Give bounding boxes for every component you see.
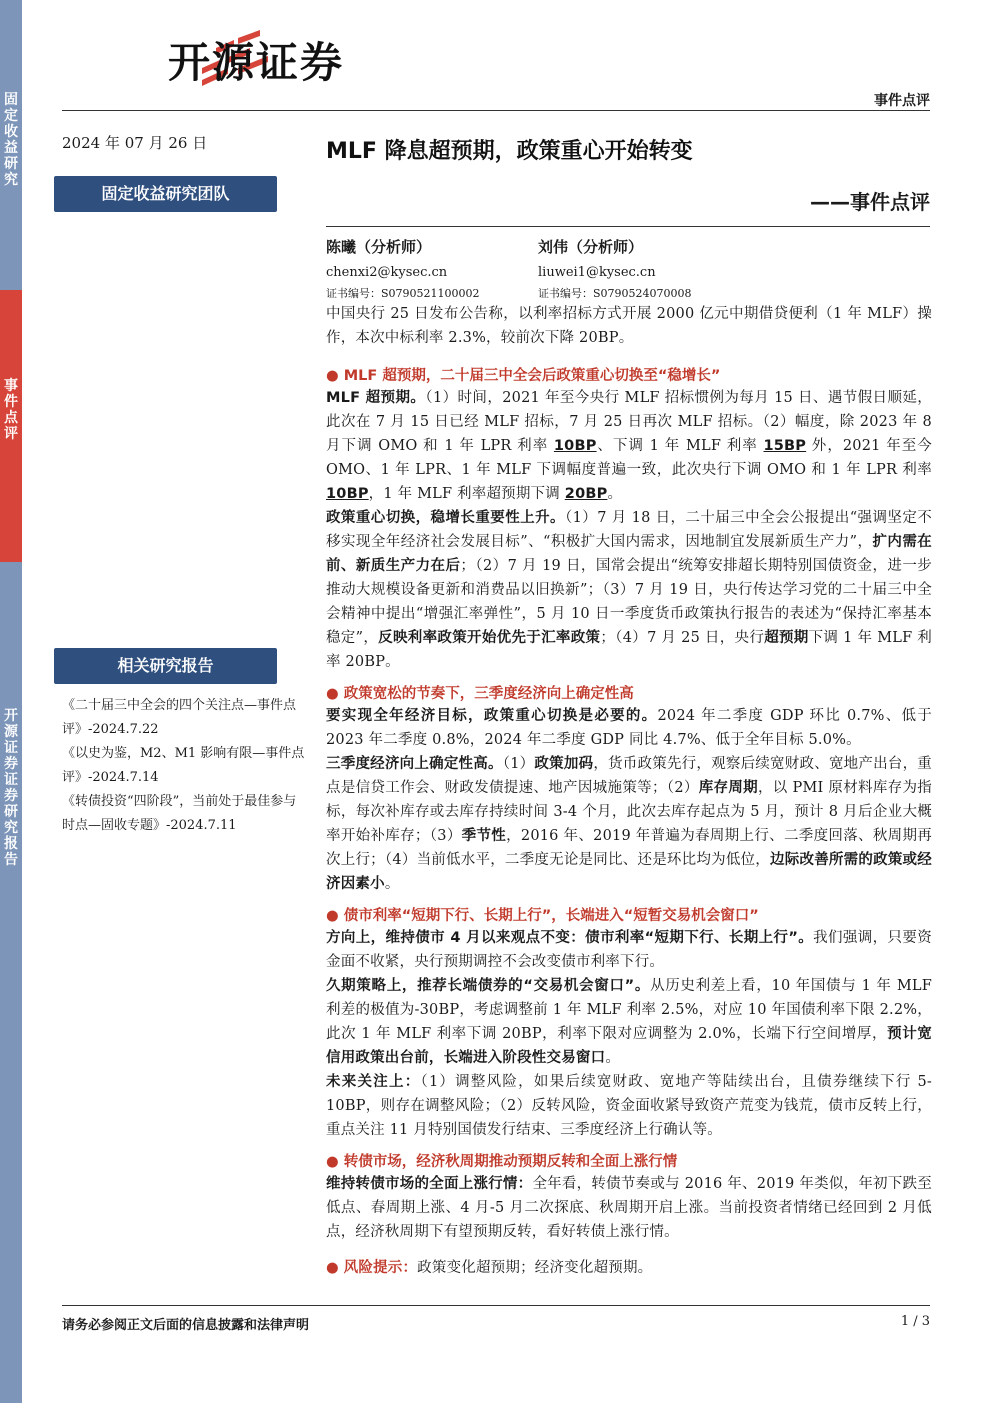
title-divider [326,226,930,227]
intro-paragraph [326,302,932,350]
related-report-link[interactable]: 《以史为鉴，M2、M1 影响有限—事件点评》-2024.7.14 [62,746,305,785]
side-strip-bottom [0,562,22,1403]
para-lead: 三季度经济向上确定性高。 [326,756,503,772]
para-lead: 维持转债市场的全面上涨行情： [326,1176,533,1192]
para-text: ，货币政策先行，观察后续宽财政、宽地产出台，重点是信贷工作会、财政发债提速、地产因城施策等；（2） [326,756,932,796]
risk-text: 政策变化超预期；经济变化超预期。 [417,1260,653,1276]
para-text: ；（4）7 月 25 日，央行 [600,630,765,646]
para-text: 。 [607,486,623,502]
para-text: （1）时间，2021 年至今央行 MLF 招标惯例为每月 15 日、遇节假日顺延，此次在 7 月 15 日已经 MLF 招标，7 月 25 日再次 MLF 招标。（2）幅度，除 2023 年 8 月下调 OMO 和 1 年 LPR 利率 [326,390,932,454]
para-text: 下调 1 年 MLF 利率 20BP。 [326,630,933,670]
para-emph: 预计宽信用政策出台前，长端进入阶段性交易窗口 [326,1026,932,1066]
header-tag: 事件点评 [874,93,930,109]
paragraph [326,926,932,974]
para-text: 外，2021 年至今 OMO、1 年 LPR、1 年 MLF 下调幅度普遍一致，此次央行下调 OMO 和 1 年 LPR 利率 [326,438,933,478]
paragraph [326,752,932,896]
analyst-card [538,236,692,301]
section-body [326,704,932,896]
bullet-icon: ● [326,1154,339,1170]
para-text: ，以 PMI 原材料库存为指标，每次补库存或去库存持续时间 3-4 个月，此次去库存起点为 5 月，预计 8 月后企业大概率开始补库存；（3） [326,780,932,844]
analyst-name: 刘伟（分析师） [538,238,644,256]
analyst-email[interactable]: chenxi2@kysec.cn [326,265,448,280]
side-label-mid: 事件点评 [4,378,18,442]
para-text: 全年看，转债节奏或与 2016 年、2019 年类似，年初下跌至低点、春周期上涨、4 月-5 月二次探底、秋周期开启上涨。当前投资者情绪已经回到 2 月低点，经济秋周期下有望预期反转，看好转债上涨行情。 [326,1176,932,1240]
para-text: 2024 年二季度 GDP 环比 0.7%、低于 2023 年二季度 0.8%，2024 年二季度 GDP 同比 4.7%、低于全年目标 5.0%。 [326,708,932,748]
para-text: ，1 年 MLF 利率超预期下调 [368,486,565,502]
para-emph: 库存周期 [698,780,758,796]
team-label: 固定收益研究团队 [54,176,277,212]
para-text: 。 [605,1050,621,1066]
para-lead: 政策重心切换，稳增长重要性上升。 [326,510,565,526]
para-lead: MLF 超预期。 [326,390,426,406]
risk-label: 风险提示： [343,1260,418,1276]
side-label-bottom: 开源证券 证券研究报告 [4,708,18,868]
para-emph: 政策加码 [534,756,594,772]
section-body [326,926,932,1142]
section-body [326,386,932,674]
para-emph: 反映利率政策开始优先于汇率政策 [378,630,601,646]
highlight-value: 10BP [553,438,597,454]
logo-text: 开源证券 [168,38,345,87]
report-subtitle: ——事件点评 [810,190,930,214]
para-lead: 未来关注上： [326,1074,421,1090]
highlight-value: 20BP [564,486,608,502]
bullet-icon: ● [326,1260,339,1276]
para-emph: 季节性 [461,828,507,844]
report-title: MLF 降息超预期，政策重心开始转变 [326,139,693,164]
bullet-icon: ● [326,368,339,384]
para-text: 、下调 1 年 MLF 利率 [596,438,764,454]
section-body [326,1172,932,1244]
related-report-link[interactable]: 《转债投资“四阶段”，当前处于最佳参与时点—固收专题》-2024.7.11 [62,794,297,833]
highlight-value: 15BP [763,438,807,454]
highlight-value: 10BP [326,486,369,502]
para-lead: 要实现全年经济目标，政策重心切换是必要的。 [326,708,658,724]
paragraph [326,704,932,752]
para-lead: 方向上，维持债市 4 月以来观点不变：债市利率“短期下行、长期上行”。 [326,930,814,946]
section-heading-text: 政策宽松的节奏下，三季度经济向上确定性高 [343,686,634,702]
analyst-cert: 证书编号：S0790521100002 [326,287,480,300]
analyst-email[interactable]: liuwei1@kysec.cn [538,265,656,280]
section-heading-text: MLF 超预期，二十届三中全会后政策重心切换至“稳增长” [343,368,721,384]
para-text: 。 [384,876,400,892]
section-heading-text: 债市利率“短期下行、长期上行”，长端进入“短暂交易机会窗口” [343,908,759,924]
para-text: ；（2）7 月 19 日，国常会提出“统筹安排超长期特别国债资金，进一步推动大规模设备更新和消费品以旧换新”；（3）7 月 19 日，央行传达学习党的二十届三中全会精神中提出“增强汇率弹性”，5 月 10 日一季度货币政策执行报告的表述为“保持汇率基本稳定”， [326,558,932,646]
paragraph [326,386,932,506]
para-text: （1）7 月 18 日，二十届三中全会公报提出“强调坚定不移实现全年经济社会发展目标”、“积极扩大国内需求，因地制宜发展新质生产力”， [326,510,932,550]
analyst-card [326,236,480,301]
risk-note [326,1256,932,1280]
section-heading [326,904,759,925]
para-text: （1）调整风险，如果后续宽财政、宽地产等陆续出台，且债券继续下行 5-10BP，则存在调整风险；（2）反转风险，资金面收紧导致资产荒变为钱荒，债市反转上行，重点关注 11 月特别国债发行结束、三季度经济上行确认等。 [326,1074,932,1138]
report-date: 2024 年 07 月 26 日 [62,134,208,152]
section-heading [326,364,720,385]
bullet-icon: ● [326,686,339,702]
para-lead: 久期策略上，推荐长端债券的“交易机会窗口”。 [326,978,651,994]
paragraph [326,506,932,674]
para-text: 从历史利差上看，10 年国债与 1 年 MLF 利差的极值为-30BP，考虑调整前 1 年 MLF 利率 2.5%，对应 10 年国债利率下限 2.2%，此次 1 年 MLF 利率下调 20BP，利率下限对应调整为 2.0%，长端下行空间增厚， [326,978,932,1042]
page-number: 1 / 3 [900,1314,930,1329]
intro-text: 中国央行 25 日发布公告称，以利率招标方式开展 2000 亿元中期借贷便利（1 年 MLF）操作，本次中标利率 2.3%，较前次下降 20BP。 [326,306,932,346]
para-text: （1） [502,756,535,772]
analyst-cert: 证书编号：S0790524070008 [538,287,692,300]
header-divider [62,110,930,111]
footer-divider [62,1305,930,1306]
related-reports-list [62,694,308,838]
paragraph [326,1172,932,1244]
para-text: ，2016 年、2019 年普遍为春周期上行、二季度回落、秋周期再次上行；（4）当前低水平，二季度无论是同比、还是环比均为低位， [326,828,932,868]
side-label-top: 固定收益研究 [4,92,18,188]
footer-disclaimer: 请务必参阅正文后面的信息披露和法律声明 [62,1318,310,1333]
related-report-link[interactable]: 《二十届三中全会的四个关注点—事件点评》-2024.7.22 [62,698,297,737]
para-emph: 扩内需在前、新质生产力在后 [326,534,932,574]
bullet-icon: ● [326,908,339,924]
section-heading [326,682,634,703]
related-reports-title: 相关研究报告 [54,648,277,684]
para-text: 我们强调，只要资金面不收紧，央行预期调控不会改变债市利率下行。 [326,930,932,970]
paragraph [326,974,932,1070]
section-heading-text: 转债市场，经济秋周期推动预期反转和全面上涨行情 [343,1154,678,1170]
analyst-name: 陈曦（分析师） [326,238,432,256]
para-emph: 超预期 [764,630,809,646]
para-emph: 边际改善所需的政策或经济因素小 [326,852,932,892]
section-heading [326,1150,677,1171]
paragraph [326,1070,932,1142]
